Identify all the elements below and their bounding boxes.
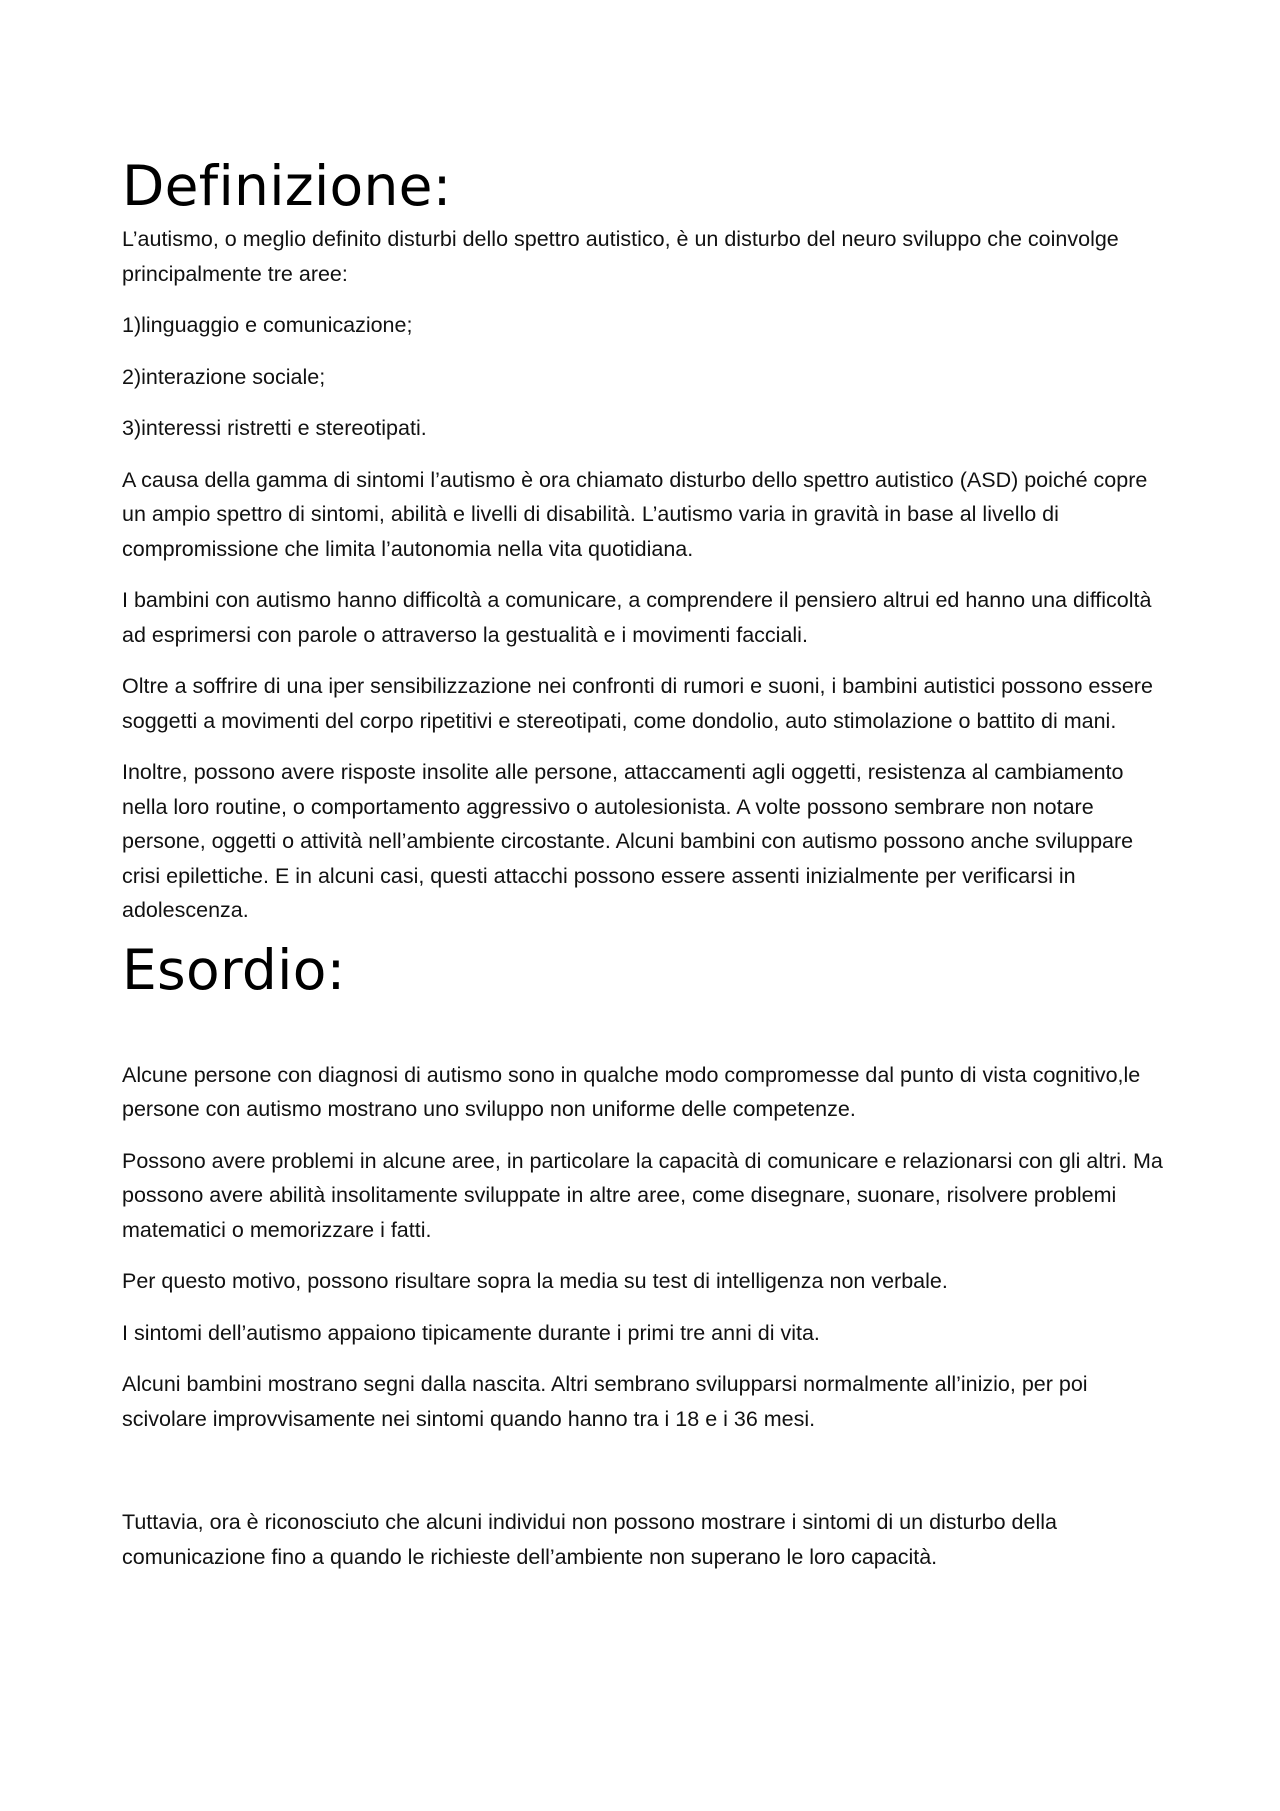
paragraph: Inoltre, possono avere risposte insolite alle persone, attaccamenti agli oggetti, resistenza al cambiamento nella loro routine, o comportamento aggressivo o autolesionista. A volte possono sembrare non notare persone, oggetti o attività nell’ambiente circostante. Alcuni bambini con autismo possono anche sviluppare crisi epilettiche. E in alcuni casi, questi attacchi possono essere assenti inizialmente per verificarsi in adolescenza. — [122, 760, 1134, 922]
spacer — [122, 1006, 1172, 1058]
paragraph: I bambini con autismo hanno difficoltà a comunicare, a comprendere il pensiero altrui ed hanno una difficoltà ad esprimersi con parole o attraverso la gestualità e i movimenti facciali. — [122, 588, 1152, 647]
list-item: 3)interessi ristretti e stereotipati. — [122, 416, 427, 440]
spacer — [122, 1453, 1172, 1505]
paragraph: Per questo motivo, possono risultare sopra la media su test di intelligenza non verbale. — [122, 1269, 948, 1293]
paragraph: I sintomi dell’autismo appaiono tipicamente durante i primi tre anni di vita. — [122, 1320, 820, 1345]
paragraph: L’autismo, o meglio definito disturbi dello spettro autistico, è un disturbo del neuro sviluppo che coinvolge principalmente tre aree: — [122, 227, 1119, 286]
paragraph: A causa della gamma di sintomi l’autismo è ora chiamato disturbo dello spettro autistico (ASD) poiché copre un ampio spettro di sintomi, abilità e livelli di disabilità. L’autismo varia in gravità in base al livello di compromissione che limita l’autonomia nella vita quotidiana. — [122, 467, 1148, 561]
paragraph: Alcuni bambini mostrano segni dalla nascita. Altri sembrano svilupparsi normalmente all’inizio, per poi scivolare improvvisamente nei sintomi quando hanno tra i 18 e i 36 mesi. — [122, 1372, 1088, 1431]
heading-definizione: Definizione: — [122, 154, 452, 218]
paragraph: Possono avere problemi in alcune aree, in particolare la capacità di comunicare e relazionarsi con gli altri. Ma possono avere abilità insolitamente sviluppate in altre aree, come disegnare, suonare, risolvere problemi matematici o memorizzare i fatti. — [122, 1148, 1163, 1242]
list-item: 1)linguaggio e comunicazione; — [122, 313, 413, 337]
paragraph: Oltre a soffrire di una iper sensibilizzazione nei confronti di rumori e suoni, i bambini autistici possono essere soggetti a movimenti del corpo ripetitivi e stereotipati, come dondolio, auto stimolazione o battito di mani. — [122, 674, 1153, 733]
paragraph: Tuttavia, ora è riconosciuto che alcuni individui non possono mostrare i sintomi di un disturbo della comunicazione fino a quando le richieste dell’ambiente non superano le loro capacità. — [122, 1510, 1057, 1569]
document-page — [122, 150, 1172, 1591]
heading-esordio: Esordio: — [122, 937, 346, 1002]
list-item: 2)interazione sociale; — [122, 364, 326, 389]
paragraph: Alcune persone con diagnosi di autismo sono in qualche modo compromesse dal punto di vista cognitivo,le persone con autismo mostrano uno sviluppo non uniforme delle competenze. — [122, 1062, 1141, 1121]
